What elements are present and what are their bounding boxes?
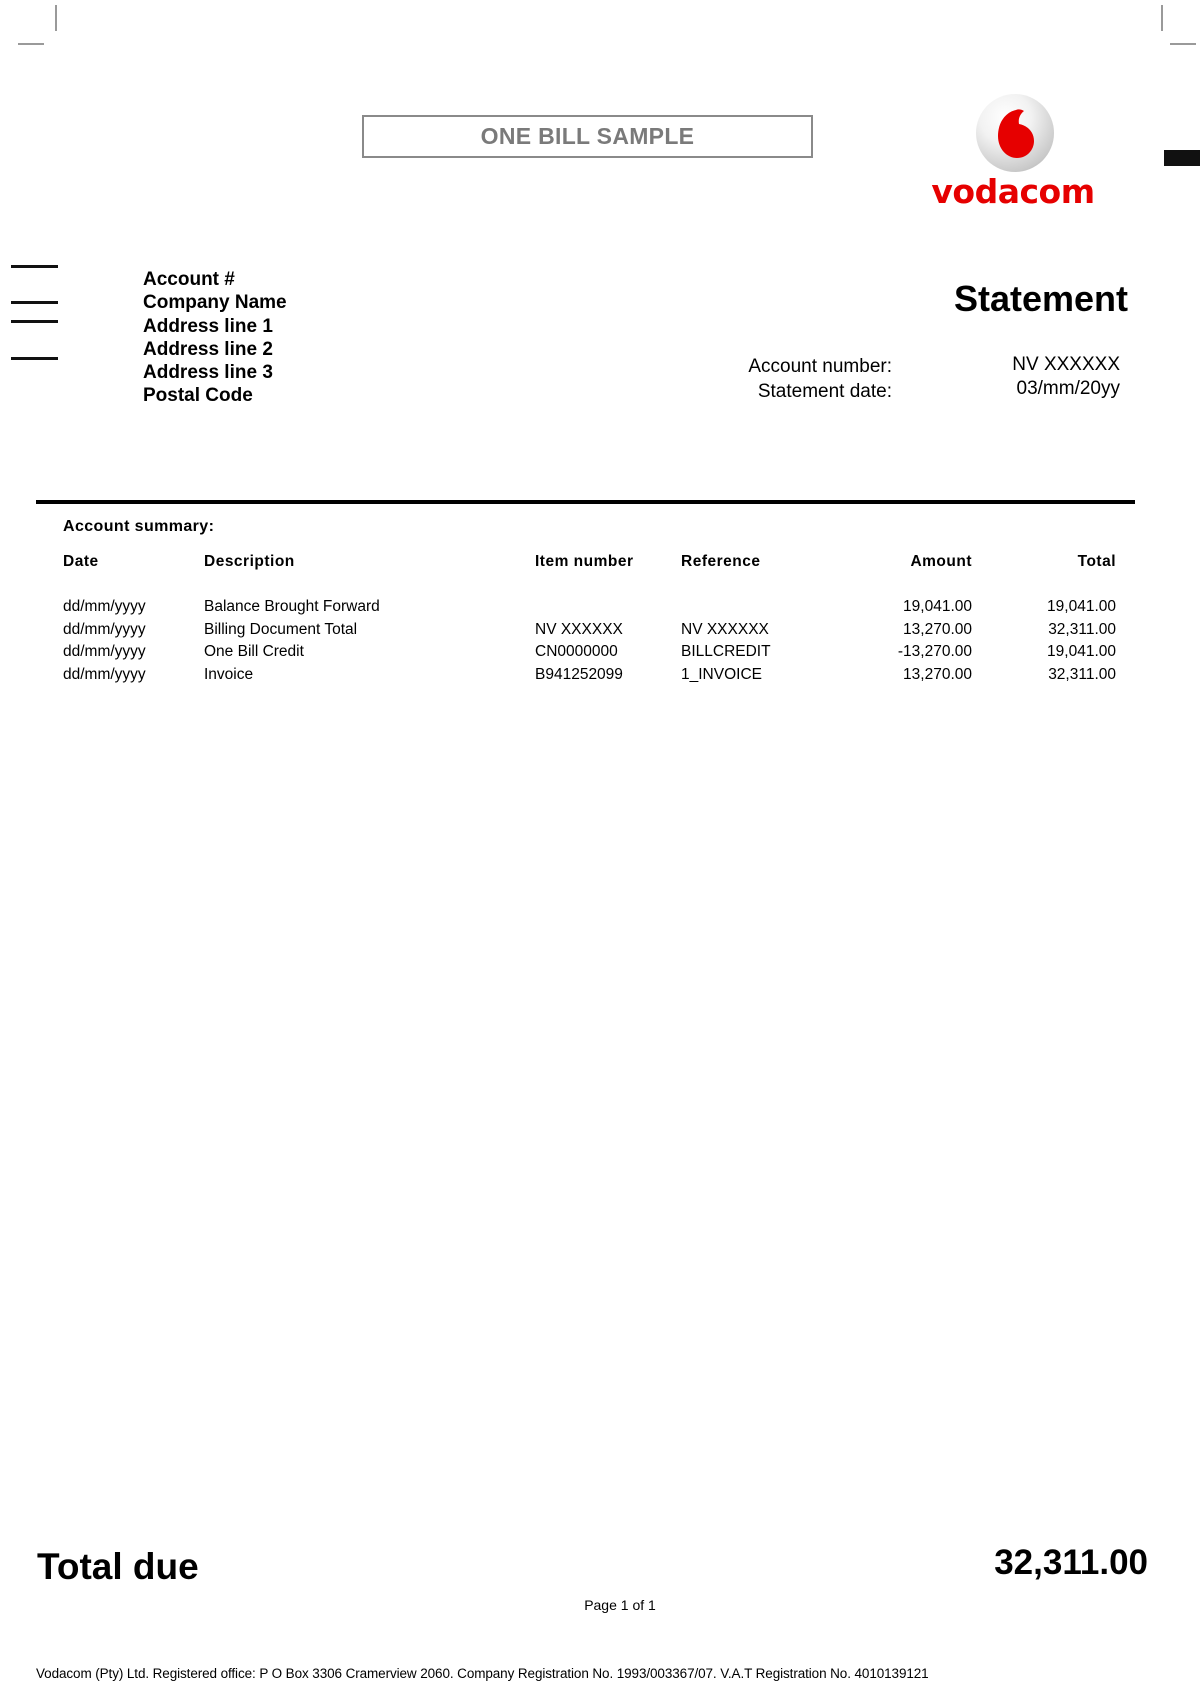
cell-description: One Bill Credit [204, 643, 304, 661]
cell-date: dd/mm/yyyy [63, 665, 146, 683]
cell-description: Balance Brought Forward [204, 598, 380, 616]
customer-address-block [143, 268, 287, 408]
section-divider [36, 500, 1135, 504]
column-header-total: Total [1077, 553, 1116, 570]
statement-title: Statement [953, 278, 1128, 319]
cell-reference: NV XXXXXX [681, 620, 769, 638]
postal-code-line: Postal Code [143, 385, 253, 407]
table-row [63, 664, 1116, 687]
cell-total: 19,041.00 [1047, 598, 1116, 616]
table-row [63, 641, 1116, 664]
account-summary-title: Account summary: [63, 518, 215, 535]
total-due-value: 32,311.00 [994, 1543, 1148, 1582]
table-row [63, 596, 1116, 619]
cell-item-number: B941252099 [535, 665, 623, 683]
crop-mark-top-right-h [1170, 43, 1196, 45]
cell-reference [681, 596, 841, 619]
column-header-item-number: Item number [535, 553, 634, 570]
cell-total: 19,041.00 [1047, 643, 1116, 661]
cell-item-number: CN0000000 [535, 643, 618, 661]
legal-footer: Vodacom (Pty) Ltd. Registered office: P O Box 3306 Cramerview 2060. Company Registration No. 1993/003367/07. V.A.T Registration No. 4010139121 [36, 1666, 929, 1681]
edge-tab-mark [1164, 150, 1200, 166]
account-number-value: NV XXXXXX [1012, 354, 1120, 375]
sample-banner: ONE BILL SAMPLE [362, 115, 813, 158]
crop-mark-top-right-v [1161, 5, 1163, 31]
omr-bar-3 [11, 320, 58, 323]
cell-item-number: NV XXXXXX [535, 620, 623, 638]
cell-amount: 19,041.00 [903, 598, 972, 616]
cell-date: dd/mm/yyyy [63, 643, 146, 661]
cell-reference: BILLCREDIT [681, 643, 771, 661]
cell-amount: 13,270.00 [903, 620, 972, 638]
cell-description: Billing Document Total [204, 620, 358, 638]
account-number-label: Account number: [748, 356, 892, 377]
column-header-date: Date [63, 553, 99, 570]
vodacom-logo [928, 90, 1098, 215]
statement-date-value: 03/mm/20yy [1016, 378, 1120, 399]
crop-mark-top-left-v [55, 5, 57, 31]
column-header-amount: Amount [910, 553, 972, 570]
omr-bar-4 [11, 357, 58, 360]
vodacom-wordmark: vodacom [931, 172, 1095, 211]
cell-total: 32,311.00 [1048, 665, 1116, 683]
statement-date-label: Statement date: [757, 381, 892, 402]
column-header-description: Description [204, 553, 295, 570]
page-number: Page 1 of 1 [584, 1597, 656, 1613]
cell-date: dd/mm/yyyy [63, 620, 146, 638]
cell-reference: 1_INVOICE [681, 665, 762, 683]
account-hash-line: Account # [143, 269, 235, 290]
cell-date: dd/mm/yyyy [63, 598, 146, 616]
cell-amount: -13,270.00 [897, 643, 972, 661]
address-line-3: Address line 3 [143, 362, 273, 384]
total-due-label: Total due [37, 1546, 199, 1587]
vodacom-speechmark-icon [976, 94, 1054, 172]
company-name-line: Company Name [143, 292, 287, 314]
cell-description: Invoice [204, 665, 254, 683]
crop-mark-top-left-h [18, 43, 44, 45]
omr-bar-1 [11, 265, 58, 268]
address-line-1: Address line 1 [143, 315, 273, 337]
table-row [63, 619, 1116, 642]
table-header-row [63, 553, 1116, 596]
column-header-reference: Reference [681, 553, 761, 570]
omr-bar-2 [11, 301, 58, 304]
address-line-2: Address line 2 [143, 338, 273, 360]
cell-amount: 13,270.00 [903, 665, 972, 683]
account-summary-table [63, 553, 1116, 686]
cell-total: 32,311.00 [1048, 620, 1116, 638]
cell-item-number [535, 596, 681, 619]
